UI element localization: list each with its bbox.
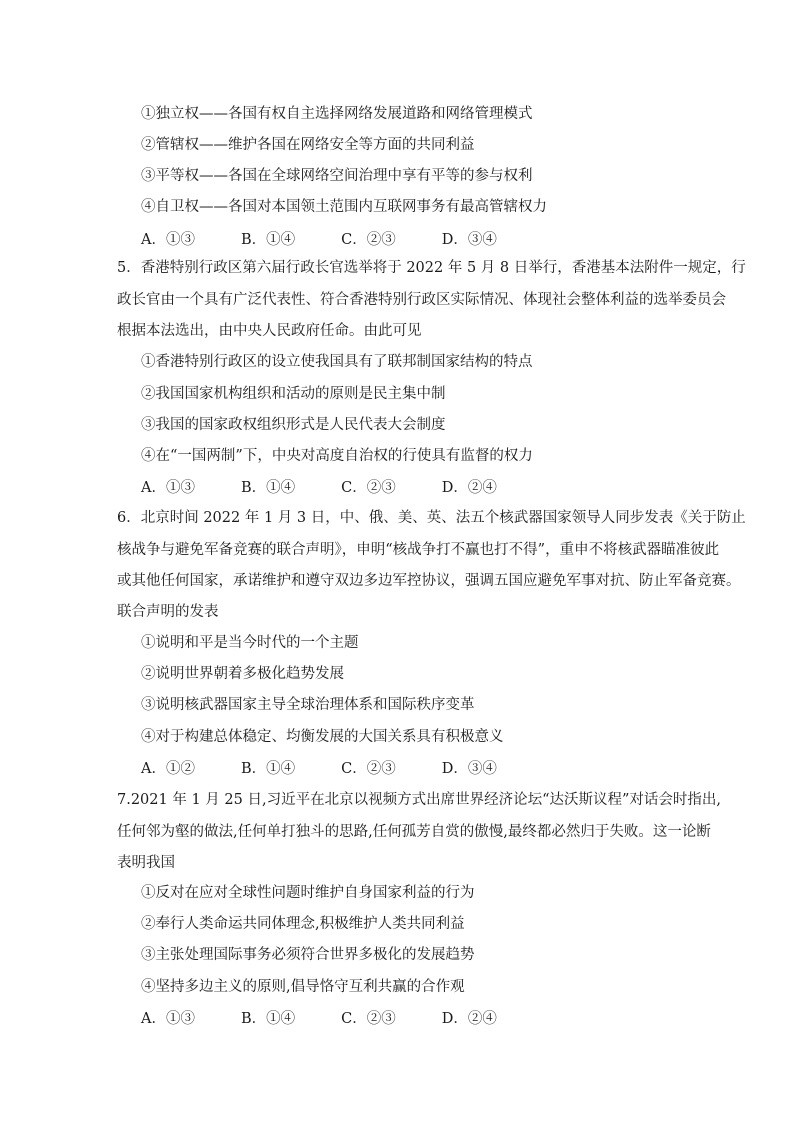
q4-option-d: D．③④ (441, 232, 497, 248)
q6-item-3: ③说明核武器国家主导全球治理体系和国际秩序变革 (141, 697, 475, 713)
q7-options (141, 1009, 543, 1029)
q7-item-2: ②奉行人类命运共同体理念,积极维护人类共同利益 (141, 916, 465, 932)
q6-options (141, 759, 543, 779)
q6-stem-line-4: 联合声明的发表 (117, 604, 219, 620)
q4-option-a: A．①③ (141, 232, 195, 248)
q5-option-a: A．①③ (141, 480, 195, 496)
q7-stem-line-3: 表明我国 (117, 855, 175, 871)
q7-option-b: B．①④ (240, 1011, 296, 1027)
q4-options (141, 230, 543, 250)
q5-option-c: C．②③ (341, 480, 396, 496)
q6-item-4: ④对于构建总体稳定、均衡发展的大国关系具有积极意义 (141, 729, 504, 745)
q6-option-d: D．③④ (441, 761, 497, 777)
q5-item-4: ④在“一国两制”下，中央对高度自治权的行使具有监督的权力 (141, 448, 533, 464)
q6-option-b: B．①④ (240, 761, 296, 777)
q6-stem-line-2: 核战争与避免军备竞赛的联合声明》，申明“核战争打不赢也打不得”，重申不将核武器瞄准彼此 (117, 542, 720, 558)
q5-option-d: D．②④ (441, 480, 497, 496)
q6-item-2: ②说明世界朝着多极化趋势发展 (141, 666, 344, 682)
q7-item-3: ③主张处理国际事务必须符合世界多极化的发展趋势 (141, 947, 475, 963)
q5-item-1: ①香港特别行政区的设立使我国具有了联邦制国家结构的特点 (141, 354, 533, 370)
q7-option-a: A．①③ (141, 1011, 195, 1027)
q5-stem-line-2: 政长官由一个具有广泛代表性、符合香港特别行政区实际情况、体现社会整体利益的选举委员会 (117, 292, 726, 308)
q5-stem-line-1: 5．香港特别行政区第六届行政长官选举将于 2022 年 5 月 8 日举行，香港基本法附件一规定，行 (117, 260, 746, 276)
q7-option-c: C．②③ (341, 1011, 396, 1027)
q4-option-b: B．①④ (240, 232, 296, 248)
q7-stem-line-1: 7.2021 年 1 月 25 日,习近平在北京以视频方式出席世界经济论坛“达沃斯议程”对话会时指出, (117, 792, 721, 808)
q4-item-1: ①独立权——各国有权自主选择网络发展道路和网络管理模式 (141, 106, 533, 122)
q4-item-3: ③平等权——各国在全球网络空间治理中享有平等的参与权利 (141, 168, 533, 184)
q5-item-3: ③我国的国家政权组织形式是人民代表大会制度 (141, 417, 446, 433)
q5-option-b: B．①④ (240, 480, 296, 496)
q6-item-1: ①说明和平是当今时代的一个主题 (141, 635, 359, 651)
q6-stem-line-3: 或其他任何国家，承诺维护和遵守双边多边军控协议，强调五国应避免军事对抗、防止军备竞赛。 (117, 573, 741, 589)
q6-option-c: C．②③ (341, 761, 396, 777)
q7-stem-line-2: 任何邻为壑的做法,任何单打独斗的思路,任何孤芳自赏的傲慢,最终都必然归于失败。这一论断 (117, 824, 711, 840)
q7-item-1: ①反对在应对全球性问题时维护自身国家利益的行为 (141, 885, 475, 901)
q7-option-d: D．②④ (441, 1011, 497, 1027)
q4-item-4: ④自卫权——各国对本国领土范围内互联网事务有最高管辖权力 (141, 199, 547, 215)
q7-item-4: ④坚持多边主义的原则,倡导恪守互利共赢的合作观 (141, 979, 465, 995)
q6-stem-line-1: 6．北京时间 2022 年 1 月 3 日，中、俄、美、英、法五个核武器国家领导人同步发表《关于防止 (117, 510, 746, 526)
q4-option-c: C．②③ (341, 232, 396, 248)
q5-stem-line-3: 根据本法选出，由中央人民政府任命。由此可见 (117, 323, 422, 339)
q4-item-2: ②管辖权——维护各国在网络安全等方面的共同利益 (141, 137, 475, 153)
q5-options (141, 478, 543, 498)
q5-item-2: ②我国国家机构组织和活动的原则是民主集中制 (141, 386, 446, 402)
q6-option-a: A．①② (141, 761, 195, 777)
